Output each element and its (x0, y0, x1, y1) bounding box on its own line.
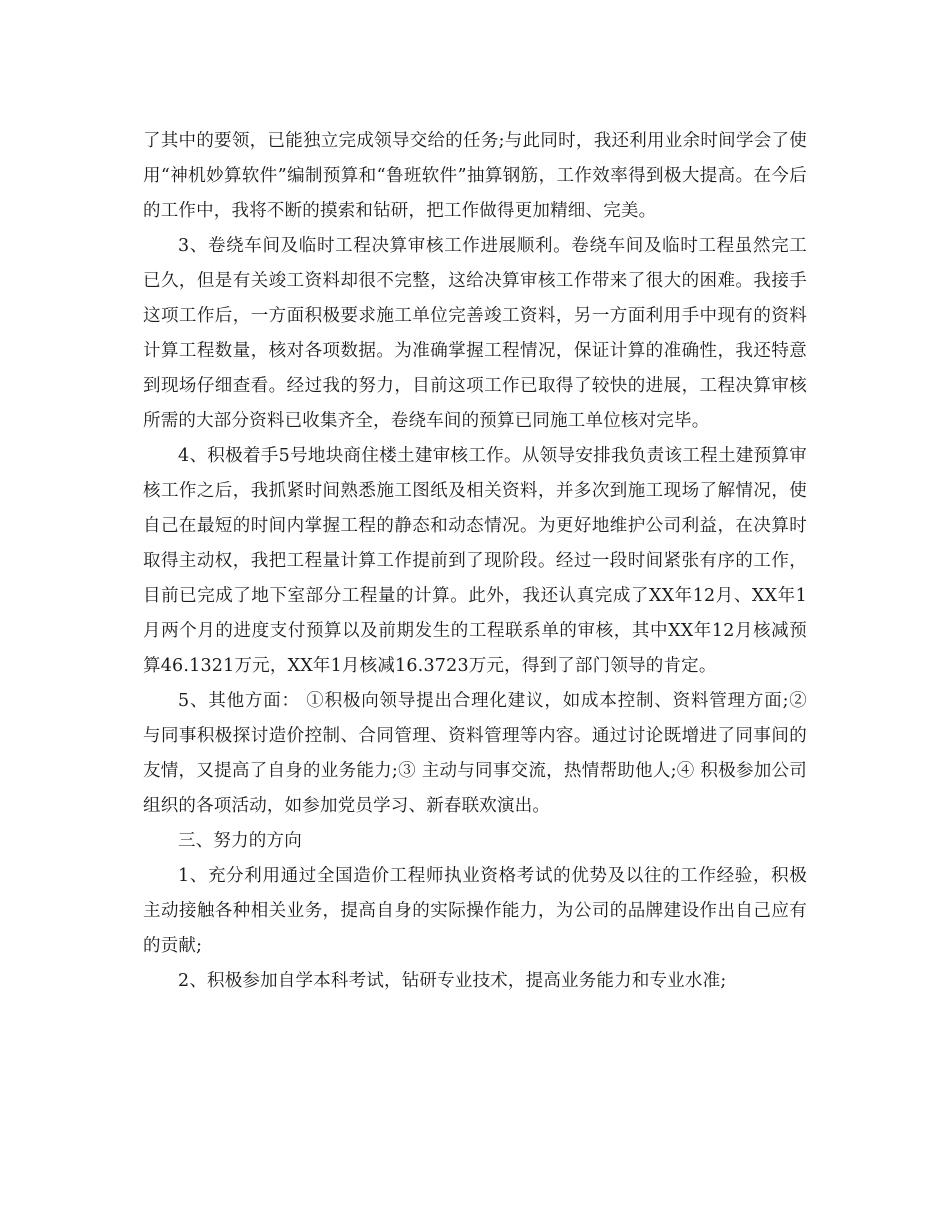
paragraph-item-5: 5、其他方面： ①积极向领导提出合理化建议，如成本控制、资料管理方面;② 与同事积极探讨造价控制、合同管理、资料管理等内容。通过讨论既增进了同事间的友情，又提高了自身的业务能力;③ 主动与同事交流，热情帮助他人;④ 积极参加公司组织的各项活动，如参加党员学习、新春联欢演出。 (143, 691, 807, 816)
paragraph-item-4: 4、积极着手5号地块商住楼土建审核工作。从领导安排我负责该工程土建预算审核工作之后，我抓紧时间熟悉施工图纸及相关资料，并多次到施工现场了解情况，使自己在最短的时间内掌握工程的静态和动态情况。为更好地维护公司利益，在决算时取得主动权，我把工程量计算工作提前到了现阶段。经过一段时间紧张有序的工作，目前已完成了地下室部分工程量的计算。此外，我还认真完成了XX年12月、XX年1月两个月的进度支付预算以及前期发生的工程联系单的审核，其中XX年12月核减预算46.1321万元，XX年1月核减16.3723万元，得到了部门领导的肯定。 (143, 446, 807, 676)
document-body (143, 124, 807, 999)
paragraph-direction-1: 1、充分利用通过全国造价工程师执业资格考试的优势及以往的工作经验，积极主动接触各种相关业务，提高自身的实际操作能力，为公司的品牌建设作出自己应有的贡献; (143, 866, 807, 956)
paragraph-direction-2: 2、积极参加自学本科考试，钻研专业技术，提高业务能力和专业水准; (178, 971, 727, 991)
section-heading: 三、努力的方向 (178, 831, 302, 851)
paragraph-item-3: 3、卷绕车间及临时工程决算审核工作进展顺利。卷绕车间及临时工程虽然完工已久，但是有关竣工资料却很不完整，这给决算审核工作带来了很大的困难。我接手这项工作后，一方面积极要求施工单位完善竣工资料，另一方面利用手中现有的资料计算工程数量，核对各项数据。为准确掌握工程情况，保证计算的准确性，我还特意到现场仔细查看。经过我的努力，目前这项工作已取得了较快的进展，工程决算审核所需的大部分资料已收集齐全，卷绕车间的预算已同施工单位核对完毕。 (143, 236, 807, 431)
paragraph-continuation: 了其中的要领，已能独立完成领导交给的任务;与此同时，我还利用业余时间学会了使用“神机妙算软件”编制预算和“鲁班软件”抽算钢筋，工作效率得到极大提高。在今后的工作中，我将不断的摸索和钻研，把工作做得更加精细、完美。 (143, 131, 807, 221)
